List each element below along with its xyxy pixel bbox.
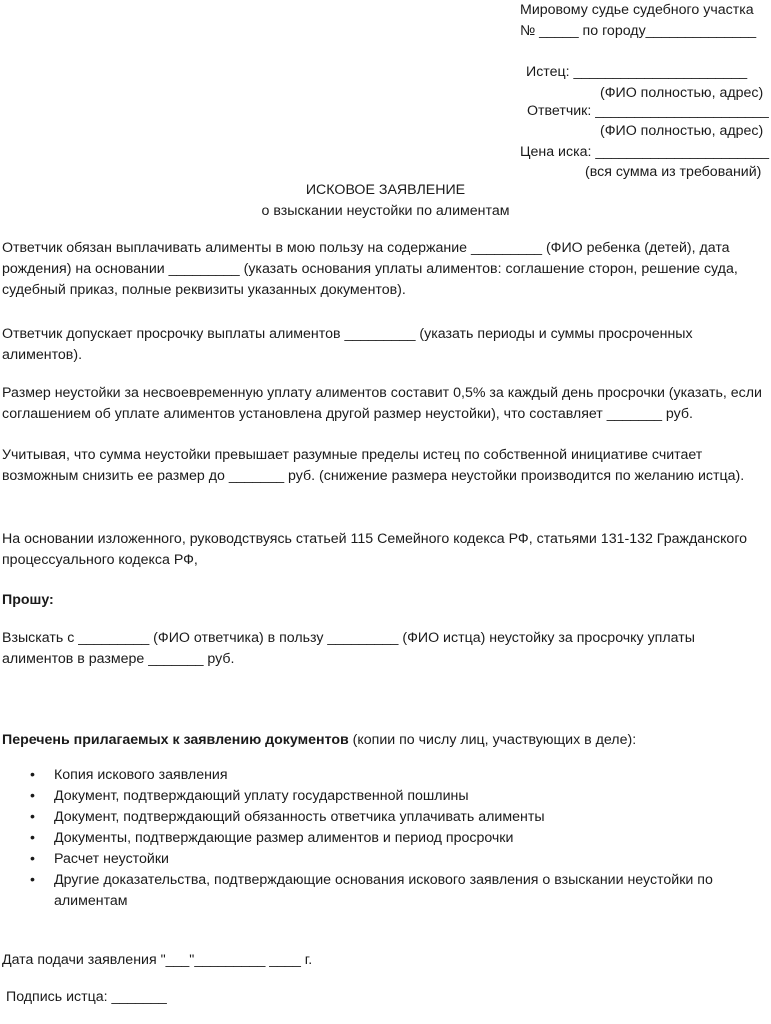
bullet-icon: • bbox=[30, 872, 35, 888]
paragraph-legal-basis: На основании изложенного, руководствуясь статьей 115 Семейного кодекса РФ, статьями 131-132 Гражданского процессуального кодекса РФ, bbox=[2, 531, 748, 568]
paragraph-reduction: Учитывая, что сумма неустойки превышает разумные пределы истец по собственной инициативе считает возможным снизить ее размер до _______ руб. (снижение размера неустойки производится по желанию истца). bbox=[2, 447, 745, 484]
bullet-icon: • bbox=[30, 809, 35, 825]
bullet-icon: • bbox=[30, 851, 35, 867]
court-number-line: № _____ по городу______________ bbox=[520, 23, 757, 39]
list-item-text: Другие доказательства, подтверждающие основания искового заявления о взыскании неустойки по алиментам bbox=[54, 872, 713, 909]
list-item bbox=[0, 765, 771, 786]
paragraph-obligation: Ответчик обязан выплачивать алименты в мою пользу на содержание _________ (ФИО ребенка (детей), дата рождения) на основании _________ (указать основания уплаты алиментов: соглашение сторон, решение суда, судебный приказ, полные реквизиты указанных документов). bbox=[2, 240, 738, 298]
title-main: ИСКОВОЕ ЗАЯВЛЕНИЕ bbox=[305, 182, 466, 198]
list-item bbox=[0, 786, 771, 807]
list-item-text: Документ, подтверждающий уплату государственной пошлины bbox=[54, 788, 469, 804]
plaintiff-hint: (ФИО полностью, адрес) bbox=[600, 85, 764, 101]
defendant-hint: (ФИО полностью, адрес) bbox=[600, 123, 764, 139]
attachments-heading-rest: (копии по числу лиц, участвующих в деле): bbox=[348, 732, 637, 748]
bullet-icon: • bbox=[30, 830, 35, 846]
court-line: Мировому судье судебного участка bbox=[520, 2, 754, 18]
list-item bbox=[0, 807, 771, 828]
list-item-text: Документы, подтверждающие размер алиментов и период просрочки bbox=[54, 830, 514, 846]
attachments-heading-bold: Перечень прилагаемых к заявлению документов bbox=[2, 732, 349, 748]
claim-price-line: Цена иска: ______________________ bbox=[520, 144, 769, 160]
list-item bbox=[0, 828, 771, 849]
paragraph-request: Взыскать с _________ (ФИО ответчика) в пользу _________ (ФИО истца) неустойку за просрочку уплаты алиментов в размере _______ руб. bbox=[2, 630, 695, 667]
list-item-text: Копия искового заявления bbox=[54, 767, 228, 783]
list-item-text: Расчет неустойки bbox=[54, 851, 169, 867]
bullet-icon: • bbox=[30, 788, 35, 804]
title-subtitle: о взыскании неустойки по алиментам bbox=[261, 203, 510, 219]
list-item bbox=[0, 849, 771, 870]
bullet-icon: • bbox=[30, 767, 35, 783]
ask-heading: Прошу: bbox=[2, 592, 54, 608]
plaintiff-line: Истец: ______________________ bbox=[526, 64, 748, 80]
document-title bbox=[0, 180, 771, 222]
attachments-heading bbox=[2, 730, 767, 751]
signature-line: Подпись истца: _______ bbox=[6, 989, 167, 1005]
filing-date-line: Дата подачи заявления "___"_________ ____ г. bbox=[2, 952, 313, 968]
paragraph-penalty-size: Размер неустойки за несвоевременную уплату алиментов составит 0,5% за каждый день просрочки (указать, если соглашением об уплате алиментов установлена другой размер неустойки), что составляет _______ руб. bbox=[2, 385, 762, 422]
claim-price-hint: (вся сумма из требований) bbox=[585, 164, 762, 180]
list-item-text: Документ, подтверждающий обязанность ответчика уплачивать алименты bbox=[54, 809, 545, 825]
attachments-list bbox=[0, 765, 771, 912]
paragraph-delay: Ответчик допускает просрочку выплаты алиментов _________ (указать периоды и суммы просроченных алиментов). bbox=[2, 326, 693, 363]
list-item bbox=[0, 870, 754, 912]
defendant-line: Ответчик: ______________________ bbox=[527, 103, 769, 119]
